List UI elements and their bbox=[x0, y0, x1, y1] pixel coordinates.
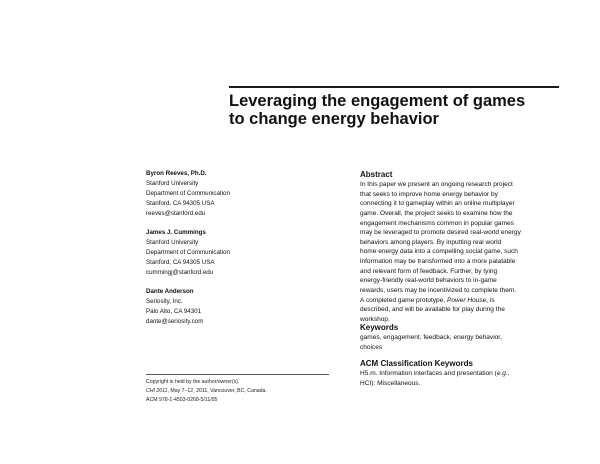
abstract-line: game. Overall, the project seeks to examine how the bbox=[360, 209, 513, 217]
author-name: James J. Cummings bbox=[146, 229, 206, 237]
copyright-line-3: ACM 978-1-4503-0268-5/11/05 bbox=[146, 397, 218, 404]
keywords-heading: Keywords bbox=[360, 323, 399, 332]
copyright-notice bbox=[146, 374, 329, 406]
author-department: Department of Communication bbox=[146, 189, 230, 197]
acm-classification-body bbox=[360, 369, 575, 388]
abstract-line: may be leveraged to promote desired real-world energy bbox=[360, 229, 521, 237]
abstract-text: A completed game prototype, bbox=[360, 296, 447, 304]
author-1 bbox=[146, 169, 346, 219]
abstract-section bbox=[360, 170, 575, 324]
copyright-line-2 bbox=[146, 387, 329, 396]
abstract-line: energy-friendly real-world behaviors to in-game bbox=[360, 277, 497, 285]
author-email: reeves@stanford.edu bbox=[146, 209, 206, 217]
abstract-line: home energy data into a compelling social game, such bbox=[360, 248, 518, 256]
abstract-line: In this paper we present an ongoing research project bbox=[360, 181, 513, 188]
acm-italic: e.g. bbox=[496, 370, 508, 377]
author-affiliation: Stanford University bbox=[146, 179, 199, 187]
game-name: Power House bbox=[446, 296, 487, 304]
author-department: Department of Communication bbox=[146, 248, 230, 256]
abstract-body bbox=[360, 180, 575, 324]
author-email: dante@seriosity.com bbox=[146, 317, 204, 325]
acm-text: H5.m. Information interfaces and presentation ( bbox=[360, 370, 497, 377]
acm-classification-heading: ACM Classification Keywords bbox=[360, 359, 473, 368]
author-affiliation: Stanford University bbox=[146, 238, 199, 246]
abstract-line: and relevant form of feedback. Further, by tying bbox=[360, 267, 498, 275]
author-3 bbox=[146, 287, 346, 327]
abstract-line: described, and will be available for play during the bbox=[360, 306, 505, 314]
keywords-line: choices bbox=[360, 343, 383, 351]
abstract-heading: Abstract bbox=[360, 170, 393, 179]
author-affiliation: Seriosity, Inc. bbox=[146, 297, 183, 305]
author-block bbox=[146, 169, 346, 336]
author-name: Dante Anderson bbox=[146, 288, 194, 296]
acm-text: , bbox=[507, 370, 510, 377]
abstract-line bbox=[360, 296, 575, 306]
acm-line-1 bbox=[360, 369, 575, 379]
abstract-line: information may be transformed into a more palatable bbox=[360, 258, 516, 265]
author-email: cummingj@stanford.edu bbox=[146, 268, 214, 276]
conference-name: CHI 2011 bbox=[146, 388, 168, 395]
paper-title-line-1: Leveraging the engagement of games bbox=[229, 92, 526, 110]
author-name: Byron Reeves, Ph.D. bbox=[146, 170, 207, 177]
author-2 bbox=[146, 228, 346, 278]
abstract-line: engagement mechanisms common in popular games bbox=[360, 219, 514, 227]
conference-details: , May 7–12, 2011, Vancouver, BC, Canada. bbox=[167, 388, 267, 395]
title-rule bbox=[229, 86, 559, 88]
keywords-line: games, engagement, feedback, energy behavior, bbox=[360, 334, 502, 341]
copyright-line-1: Copyright is held by the author/owner(s). bbox=[146, 379, 240, 385]
acm-line-2: HCI): Miscellaneous. bbox=[360, 379, 421, 387]
acm-classification-section bbox=[360, 359, 575, 388]
author-address: Palo Alto, CA 94301 bbox=[146, 307, 202, 315]
paper-title bbox=[229, 92, 569, 128]
abstract-line: rewards, users may be incentivized to complete them. bbox=[360, 286, 517, 294]
abstract-line: connecting it to gameplay within an online multiplayer bbox=[360, 200, 515, 208]
keywords-body bbox=[360, 333, 575, 352]
abstract-line: workshop. bbox=[360, 315, 390, 323]
keywords-section bbox=[360, 323, 575, 352]
abstract-text: , is bbox=[486, 296, 495, 304]
author-address: Stanford, CA 94305 USA bbox=[146, 199, 215, 207]
abstract-line: behaviors among players. By inputting real world bbox=[360, 238, 502, 246]
abstract-line: that seeks to improve home energy behavior by bbox=[360, 190, 498, 198]
paper-title-line-2: to change energy behavior bbox=[229, 110, 439, 128]
author-address: Stanford, CA 94305 USA bbox=[146, 258, 215, 266]
